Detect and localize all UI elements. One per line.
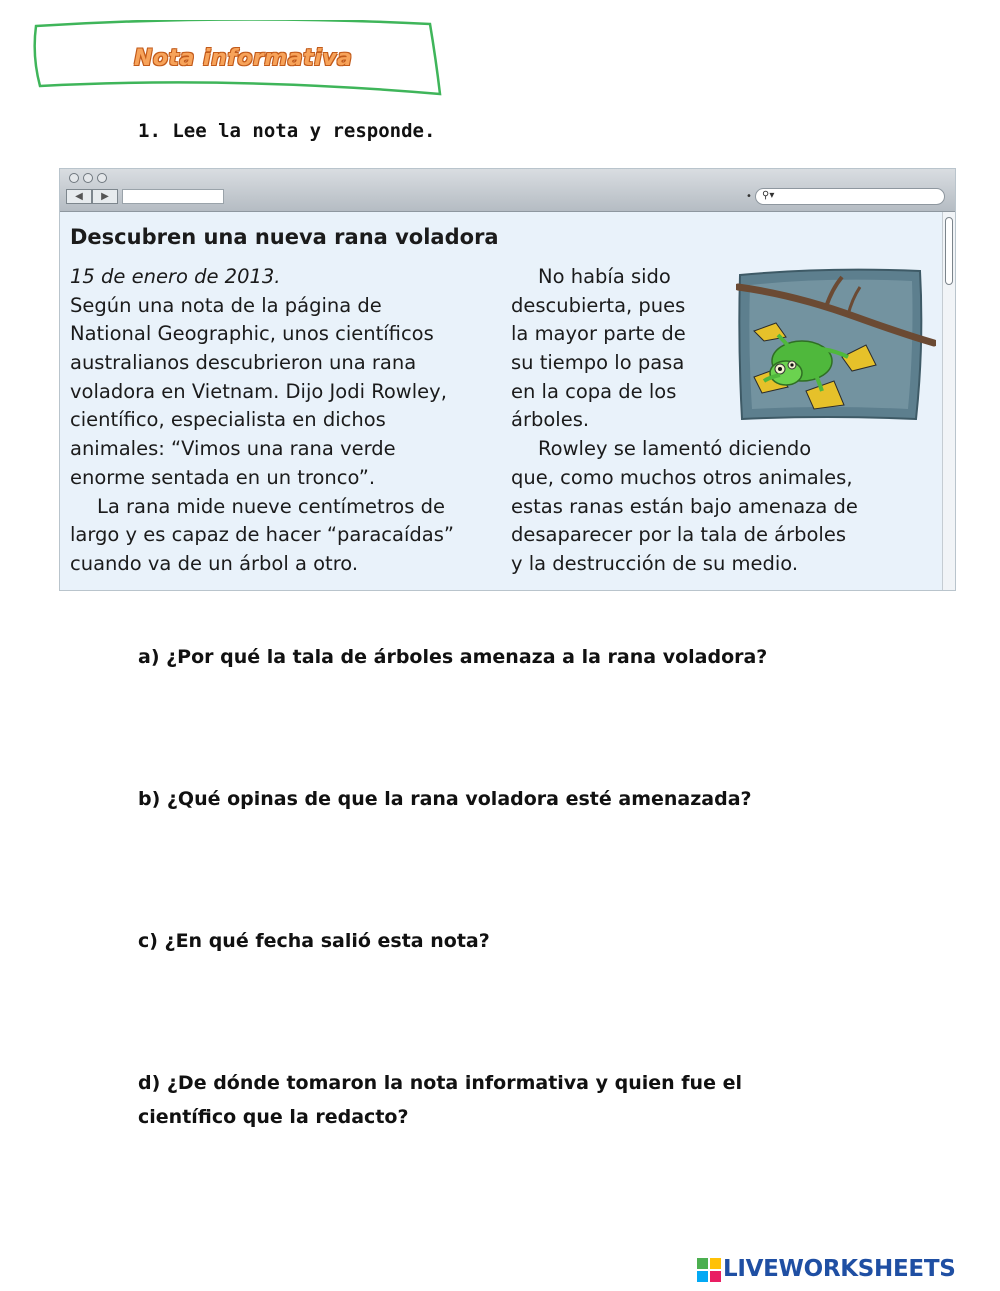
liveworksheets-logo-icon [697,1258,721,1282]
search-input[interactable] [755,188,945,205]
flying-frog-illustration [736,265,936,423]
article-title: Descubren una nueva rana voladora [70,225,499,249]
article-line: 15 de enero de 2013. [70,265,281,288]
article-line: animales: “Vimos una rana verde [70,437,396,461]
article-line: largo y es capaz de hacer “paracaídas” [70,523,454,547]
window-close-icon[interactable] [69,173,79,183]
article-line: cuando va de un árbol a otro. [70,551,359,575]
article-line: No había sido [538,265,671,288]
question-b: b) ¿Qué opinas de que la rana voladora esté amenazada? [138,788,752,810]
logo-text: LIVEWORKSHEETS [723,1256,956,1282]
window-minimize-icon[interactable] [83,173,93,183]
article-line: Según una nota de la página de [70,293,382,317]
article-line: australianos descubrieron una rana [70,351,417,375]
article-line: Rowley se lamentó diciendo [538,437,812,461]
back-icon[interactable]: ◀ [66,189,92,204]
search-icon: ⚲▾ [762,190,775,201]
article-line: científico, especialista en dichos [70,408,386,432]
banner-title: Nota informativa [134,46,353,71]
article-line: árboles. [511,408,590,432]
article-line: La rana mide nueve centímetros de [97,494,445,518]
article-line: y la destrucción de su medio. [511,551,799,575]
forward-icon[interactable]: ▶ [92,189,118,204]
title-banner [30,20,442,100]
article-line: que, como muchos otros animales, [511,465,853,489]
article-line: desaparecer por la tala de árboles [511,523,847,547]
article-left-column [70,263,454,579]
article-line: estas ranas están bajo amenaza de [511,494,858,518]
question-d: d) ¿De dónde tomaron la nota informativa y quien fue el científico que la redacto? [138,1072,742,1128]
question-a: a) ¿Por qué la tala de árboles amenaza a la rana voladora? [138,646,768,668]
search-dropdown-icon[interactable]: • [746,191,752,202]
scrollbar-thumb[interactable] [945,217,953,285]
window-maximize-icon[interactable] [97,173,107,183]
article-line: voladora en Vietnam. Dijo Jodi Rowley, [70,379,447,403]
article-line: National Geographic, unos científicos [70,322,434,346]
question-c: c) ¿En qué fecha salió esta nota? [138,930,490,952]
article-line: la mayor parte de [511,322,686,346]
article-line: descubierta, pues [511,293,686,317]
instruction: 1. Lee la nota y responde. [138,120,436,142]
browser-toolbar [60,169,955,212]
browser-window [59,168,956,591]
article-line: enorme sentada en un tronco”. [70,465,376,489]
article-line: en la copa de los [511,379,677,403]
address-bar[interactable] [122,189,224,204]
article-line: su tiempo lo pasa [511,351,685,375]
